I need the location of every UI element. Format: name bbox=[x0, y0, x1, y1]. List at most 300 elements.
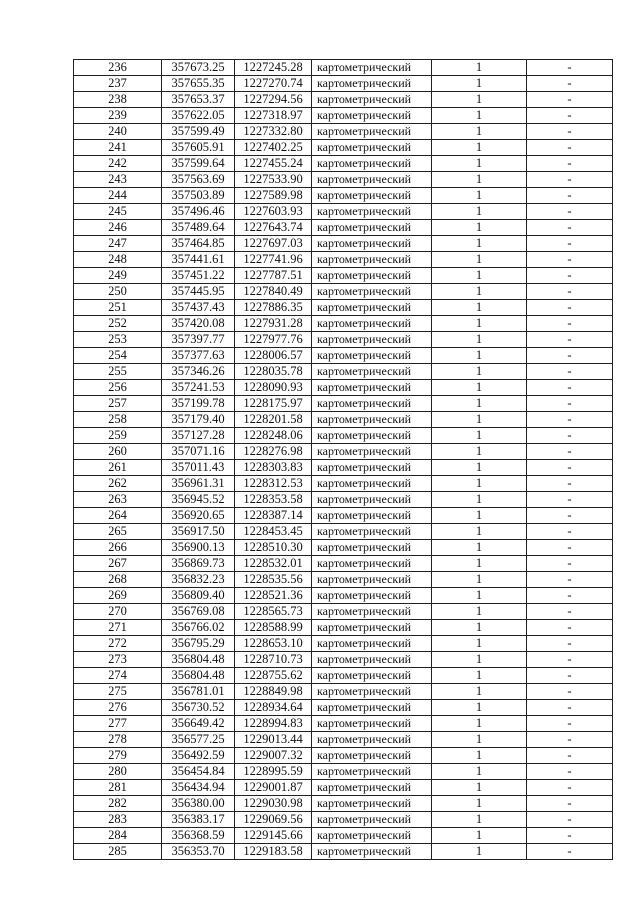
accuracy-value-cell: 1 bbox=[432, 796, 527, 812]
y-coordinate-cell: 1228276.98 bbox=[235, 444, 312, 460]
method-cell: картометрический bbox=[312, 284, 432, 300]
accuracy-value-cell: 1 bbox=[432, 828, 527, 844]
x-coordinate-cell: 357503.89 bbox=[162, 188, 235, 204]
y-coordinate-cell: 1228653.10 bbox=[235, 636, 312, 652]
note-cell: - bbox=[527, 460, 613, 476]
note-cell: - bbox=[527, 172, 613, 188]
point-number-cell: 256 bbox=[74, 380, 162, 396]
table-row bbox=[74, 252, 613, 268]
y-coordinate-cell: 1228565.73 bbox=[235, 604, 312, 620]
table-row bbox=[74, 108, 613, 124]
method-cell: картометрический bbox=[312, 812, 432, 828]
point-number-cell: 258 bbox=[74, 412, 162, 428]
note-cell: - bbox=[527, 540, 613, 556]
x-coordinate-cell: 357397.77 bbox=[162, 332, 235, 348]
table-row bbox=[74, 652, 613, 668]
accuracy-value-cell: 1 bbox=[432, 700, 527, 716]
y-coordinate-cell: 1227318.97 bbox=[235, 108, 312, 124]
accuracy-value-cell: 1 bbox=[432, 236, 527, 252]
accuracy-value-cell: 1 bbox=[432, 460, 527, 476]
point-number-cell: 247 bbox=[74, 236, 162, 252]
x-coordinate-cell: 357489.64 bbox=[162, 220, 235, 236]
note-cell: - bbox=[527, 220, 613, 236]
point-number-cell: 285 bbox=[74, 844, 162, 860]
table-row bbox=[74, 460, 613, 476]
note-cell: - bbox=[527, 76, 613, 92]
table-row bbox=[74, 604, 613, 620]
x-coordinate-cell: 357437.43 bbox=[162, 300, 235, 316]
table-row bbox=[74, 636, 613, 652]
point-number-cell: 257 bbox=[74, 396, 162, 412]
x-coordinate-cell: 356380.00 bbox=[162, 796, 235, 812]
x-coordinate-cell: 356869.73 bbox=[162, 556, 235, 572]
method-cell: картометрический bbox=[312, 316, 432, 332]
note-cell: - bbox=[527, 604, 613, 620]
point-number-cell: 242 bbox=[74, 156, 162, 172]
accuracy-value-cell: 1 bbox=[432, 812, 527, 828]
x-coordinate-cell: 356917.50 bbox=[162, 524, 235, 540]
table-row bbox=[74, 748, 613, 764]
x-coordinate-cell: 356945.52 bbox=[162, 492, 235, 508]
note-cell: - bbox=[527, 188, 613, 204]
x-coordinate-cell: 356383.17 bbox=[162, 812, 235, 828]
note-cell: - bbox=[527, 396, 613, 412]
y-coordinate-cell: 1228934.64 bbox=[235, 700, 312, 716]
note-cell: - bbox=[527, 716, 613, 732]
table-row bbox=[74, 428, 613, 444]
note-cell: - bbox=[527, 652, 613, 668]
point-number-cell: 272 bbox=[74, 636, 162, 652]
accuracy-value-cell: 1 bbox=[432, 60, 527, 76]
method-cell: картометрический bbox=[312, 684, 432, 700]
point-number-cell: 255 bbox=[74, 364, 162, 380]
point-number-cell: 280 bbox=[74, 764, 162, 780]
x-coordinate-cell: 356649.42 bbox=[162, 716, 235, 732]
y-coordinate-cell: 1227840.49 bbox=[235, 284, 312, 300]
note-cell: - bbox=[527, 764, 613, 780]
method-cell: картометрический bbox=[312, 668, 432, 684]
point-number-cell: 262 bbox=[74, 476, 162, 492]
note-cell: - bbox=[527, 796, 613, 812]
table-row bbox=[74, 700, 613, 716]
accuracy-value-cell: 1 bbox=[432, 524, 527, 540]
x-coordinate-cell: 357420.08 bbox=[162, 316, 235, 332]
y-coordinate-cell: 1228994.83 bbox=[235, 716, 312, 732]
table-row bbox=[74, 380, 613, 396]
note-cell: - bbox=[527, 348, 613, 364]
method-cell: картометрический bbox=[312, 716, 432, 732]
y-coordinate-cell: 1227643.74 bbox=[235, 220, 312, 236]
table-row bbox=[74, 556, 613, 572]
x-coordinate-cell: 356577.25 bbox=[162, 732, 235, 748]
x-coordinate-cell: 357179.40 bbox=[162, 412, 235, 428]
x-coordinate-cell: 357441.61 bbox=[162, 252, 235, 268]
note-cell: - bbox=[527, 476, 613, 492]
y-coordinate-cell: 1229183.58 bbox=[235, 844, 312, 860]
point-number-cell: 283 bbox=[74, 812, 162, 828]
accuracy-value-cell: 1 bbox=[432, 732, 527, 748]
y-coordinate-cell: 1228755.62 bbox=[235, 668, 312, 684]
point-number-cell: 269 bbox=[74, 588, 162, 604]
table-row bbox=[74, 236, 613, 252]
x-coordinate-cell: 356900.13 bbox=[162, 540, 235, 556]
table-row bbox=[74, 220, 613, 236]
x-coordinate-cell: 357622.05 bbox=[162, 108, 235, 124]
method-cell: картометрический bbox=[312, 156, 432, 172]
x-coordinate-cell: 356454.84 bbox=[162, 764, 235, 780]
method-cell: картометрический bbox=[312, 188, 432, 204]
accuracy-value-cell: 1 bbox=[432, 620, 527, 636]
point-number-cell: 271 bbox=[74, 620, 162, 636]
x-coordinate-cell: 356353.70 bbox=[162, 844, 235, 860]
accuracy-value-cell: 1 bbox=[432, 748, 527, 764]
accuracy-value-cell: 1 bbox=[432, 172, 527, 188]
y-coordinate-cell: 1228535.56 bbox=[235, 572, 312, 588]
accuracy-value-cell: 1 bbox=[432, 572, 527, 588]
method-cell: картометрический bbox=[312, 652, 432, 668]
table-row bbox=[74, 508, 613, 524]
note-cell: - bbox=[527, 748, 613, 764]
y-coordinate-cell: 1227589.98 bbox=[235, 188, 312, 204]
table-row bbox=[74, 796, 613, 812]
note-cell: - bbox=[527, 556, 613, 572]
y-coordinate-cell: 1227931.28 bbox=[235, 316, 312, 332]
point-number-cell: 266 bbox=[74, 540, 162, 556]
point-number-cell: 240 bbox=[74, 124, 162, 140]
table-row bbox=[74, 316, 613, 332]
y-coordinate-cell: 1228090.93 bbox=[235, 380, 312, 396]
y-coordinate-cell: 1227886.35 bbox=[235, 300, 312, 316]
table-row bbox=[74, 844, 613, 860]
y-coordinate-cell: 1227455.24 bbox=[235, 156, 312, 172]
note-cell: - bbox=[527, 364, 613, 380]
point-number-cell: 265 bbox=[74, 524, 162, 540]
y-coordinate-cell: 1227977.76 bbox=[235, 332, 312, 348]
accuracy-value-cell: 1 bbox=[432, 348, 527, 364]
method-cell: картометрический bbox=[312, 76, 432, 92]
x-coordinate-cell: 356492.59 bbox=[162, 748, 235, 764]
method-cell: картометрический bbox=[312, 252, 432, 268]
accuracy-value-cell: 1 bbox=[432, 428, 527, 444]
y-coordinate-cell: 1228521.36 bbox=[235, 588, 312, 604]
method-cell: картометрический bbox=[312, 172, 432, 188]
y-coordinate-cell: 1229013.44 bbox=[235, 732, 312, 748]
point-number-cell: 252 bbox=[74, 316, 162, 332]
table-row bbox=[74, 188, 613, 204]
x-coordinate-cell: 357199.78 bbox=[162, 396, 235, 412]
x-coordinate-cell: 357011.43 bbox=[162, 460, 235, 476]
method-cell: картометрический bbox=[312, 428, 432, 444]
table-row bbox=[74, 668, 613, 684]
note-cell: - bbox=[527, 812, 613, 828]
point-number-cell: 278 bbox=[74, 732, 162, 748]
method-cell: картометрический bbox=[312, 444, 432, 460]
accuracy-value-cell: 1 bbox=[432, 124, 527, 140]
method-cell: картометрический bbox=[312, 396, 432, 412]
method-cell: картометрический bbox=[312, 764, 432, 780]
note-cell: - bbox=[527, 156, 613, 172]
accuracy-value-cell: 1 bbox=[432, 508, 527, 524]
table-row bbox=[74, 588, 613, 604]
method-cell: картометрический bbox=[312, 588, 432, 604]
point-number-cell: 243 bbox=[74, 172, 162, 188]
accuracy-value-cell: 1 bbox=[432, 268, 527, 284]
table-row bbox=[74, 780, 613, 796]
point-number-cell: 260 bbox=[74, 444, 162, 460]
x-coordinate-cell: 357599.49 bbox=[162, 124, 235, 140]
y-coordinate-cell: 1227270.74 bbox=[235, 76, 312, 92]
accuracy-value-cell: 1 bbox=[432, 316, 527, 332]
point-number-cell: 237 bbox=[74, 76, 162, 92]
accuracy-value-cell: 1 bbox=[432, 140, 527, 156]
x-coordinate-cell: 357599.64 bbox=[162, 156, 235, 172]
x-coordinate-cell: 357451.22 bbox=[162, 268, 235, 284]
x-coordinate-cell: 356769.08 bbox=[162, 604, 235, 620]
table-row bbox=[74, 268, 613, 284]
note-cell: - bbox=[527, 508, 613, 524]
accuracy-value-cell: 1 bbox=[432, 604, 527, 620]
method-cell: картометрический bbox=[312, 236, 432, 252]
method-cell: картометрический bbox=[312, 508, 432, 524]
y-coordinate-cell: 1229030.98 bbox=[235, 796, 312, 812]
accuracy-value-cell: 1 bbox=[432, 380, 527, 396]
table-row bbox=[74, 204, 613, 220]
point-number-cell: 279 bbox=[74, 748, 162, 764]
x-coordinate-cell: 356434.94 bbox=[162, 780, 235, 796]
method-cell: картометрический bbox=[312, 540, 432, 556]
accuracy-value-cell: 1 bbox=[432, 188, 527, 204]
method-cell: картометрический bbox=[312, 60, 432, 76]
note-cell: - bbox=[527, 524, 613, 540]
x-coordinate-cell: 357346.26 bbox=[162, 364, 235, 380]
method-cell: картометрический bbox=[312, 476, 432, 492]
method-cell: картометрический bbox=[312, 300, 432, 316]
table-row bbox=[74, 76, 613, 92]
point-number-cell: 241 bbox=[74, 140, 162, 156]
point-number-cell: 246 bbox=[74, 220, 162, 236]
note-cell: - bbox=[527, 252, 613, 268]
point-number-cell: 274 bbox=[74, 668, 162, 684]
accuracy-value-cell: 1 bbox=[432, 764, 527, 780]
accuracy-value-cell: 1 bbox=[432, 540, 527, 556]
method-cell: картометрический bbox=[312, 780, 432, 796]
note-cell: - bbox=[527, 700, 613, 716]
table-row bbox=[74, 732, 613, 748]
method-cell: картометрический bbox=[312, 332, 432, 348]
note-cell: - bbox=[527, 284, 613, 300]
y-coordinate-cell: 1227402.25 bbox=[235, 140, 312, 156]
method-cell: картометрический bbox=[312, 620, 432, 636]
method-cell: картометрический bbox=[312, 92, 432, 108]
accuracy-value-cell: 1 bbox=[432, 396, 527, 412]
note-cell: - bbox=[527, 316, 613, 332]
y-coordinate-cell: 1228248.06 bbox=[235, 428, 312, 444]
method-cell: картометрический bbox=[312, 572, 432, 588]
note-cell: - bbox=[527, 380, 613, 396]
note-cell: - bbox=[527, 268, 613, 284]
accuracy-value-cell: 1 bbox=[432, 668, 527, 684]
y-coordinate-cell: 1227603.93 bbox=[235, 204, 312, 220]
method-cell: картометрический bbox=[312, 700, 432, 716]
table-row bbox=[74, 716, 613, 732]
note-cell: - bbox=[527, 492, 613, 508]
method-cell: картометрический bbox=[312, 636, 432, 652]
note-cell: - bbox=[527, 300, 613, 316]
coordinates-table-body bbox=[74, 60, 613, 860]
point-number-cell: 277 bbox=[74, 716, 162, 732]
table-row bbox=[74, 412, 613, 428]
point-number-cell: 276 bbox=[74, 700, 162, 716]
method-cell: картометрический bbox=[312, 828, 432, 844]
y-coordinate-cell: 1227533.90 bbox=[235, 172, 312, 188]
accuracy-value-cell: 1 bbox=[432, 252, 527, 268]
note-cell: - bbox=[527, 732, 613, 748]
x-coordinate-cell: 357653.37 bbox=[162, 92, 235, 108]
y-coordinate-cell: 1228849.98 bbox=[235, 684, 312, 700]
method-cell: картометрический bbox=[312, 220, 432, 236]
table-row bbox=[74, 492, 613, 508]
point-number-cell: 261 bbox=[74, 460, 162, 476]
accuracy-value-cell: 1 bbox=[432, 844, 527, 860]
y-coordinate-cell: 1228006.57 bbox=[235, 348, 312, 364]
table-row bbox=[74, 364, 613, 380]
y-coordinate-cell: 1227741.96 bbox=[235, 252, 312, 268]
point-number-cell: 244 bbox=[74, 188, 162, 204]
method-cell: картометрический bbox=[312, 556, 432, 572]
accuracy-value-cell: 1 bbox=[432, 444, 527, 460]
note-cell: - bbox=[527, 140, 613, 156]
y-coordinate-cell: 1228303.83 bbox=[235, 460, 312, 476]
point-number-cell: 284 bbox=[74, 828, 162, 844]
point-number-cell: 249 bbox=[74, 268, 162, 284]
note-cell: - bbox=[527, 444, 613, 460]
point-number-cell: 259 bbox=[74, 428, 162, 444]
accuracy-value-cell: 1 bbox=[432, 92, 527, 108]
table-row bbox=[74, 124, 613, 140]
note-cell: - bbox=[527, 620, 613, 636]
accuracy-value-cell: 1 bbox=[432, 332, 527, 348]
table-row bbox=[74, 332, 613, 348]
accuracy-value-cell: 1 bbox=[432, 588, 527, 604]
accuracy-value-cell: 1 bbox=[432, 716, 527, 732]
accuracy-value-cell: 1 bbox=[432, 412, 527, 428]
x-coordinate-cell: 357071.16 bbox=[162, 444, 235, 460]
x-coordinate-cell: 357445.95 bbox=[162, 284, 235, 300]
note-cell: - bbox=[527, 92, 613, 108]
point-number-cell: 239 bbox=[74, 108, 162, 124]
note-cell: - bbox=[527, 428, 613, 444]
method-cell: картометрический bbox=[312, 364, 432, 380]
x-coordinate-cell: 357377.63 bbox=[162, 348, 235, 364]
accuracy-value-cell: 1 bbox=[432, 492, 527, 508]
x-coordinate-cell: 356766.02 bbox=[162, 620, 235, 636]
note-cell: - bbox=[527, 332, 613, 348]
note-cell: - bbox=[527, 780, 613, 796]
x-coordinate-cell: 357241.53 bbox=[162, 380, 235, 396]
accuracy-value-cell: 1 bbox=[432, 684, 527, 700]
y-coordinate-cell: 1228387.14 bbox=[235, 508, 312, 524]
point-number-cell: 268 bbox=[74, 572, 162, 588]
note-cell: - bbox=[527, 588, 613, 604]
x-coordinate-cell: 357673.25 bbox=[162, 60, 235, 76]
x-coordinate-cell: 356804.48 bbox=[162, 668, 235, 684]
point-number-cell: 281 bbox=[74, 780, 162, 796]
y-coordinate-cell: 1228201.58 bbox=[235, 412, 312, 428]
x-coordinate-cell: 357127.28 bbox=[162, 428, 235, 444]
y-coordinate-cell: 1228510.30 bbox=[235, 540, 312, 556]
y-coordinate-cell: 1228588.99 bbox=[235, 620, 312, 636]
y-coordinate-cell: 1228453.45 bbox=[235, 524, 312, 540]
method-cell: картометрический bbox=[312, 604, 432, 620]
method-cell: картометрический bbox=[312, 412, 432, 428]
note-cell: - bbox=[527, 844, 613, 860]
accuracy-value-cell: 1 bbox=[432, 556, 527, 572]
accuracy-value-cell: 1 bbox=[432, 204, 527, 220]
x-coordinate-cell: 357605.91 bbox=[162, 140, 235, 156]
coordinates-table bbox=[73, 59, 613, 860]
method-cell: картометрический bbox=[312, 748, 432, 764]
point-number-cell: 275 bbox=[74, 684, 162, 700]
x-coordinate-cell: 356804.48 bbox=[162, 652, 235, 668]
x-coordinate-cell: 356832.23 bbox=[162, 572, 235, 588]
table-row bbox=[74, 60, 613, 76]
point-number-cell: 273 bbox=[74, 652, 162, 668]
table-row bbox=[74, 140, 613, 156]
method-cell: картометрический bbox=[312, 268, 432, 284]
accuracy-value-cell: 1 bbox=[432, 476, 527, 492]
y-coordinate-cell: 1228995.59 bbox=[235, 764, 312, 780]
note-cell: - bbox=[527, 684, 613, 700]
table-row bbox=[74, 396, 613, 412]
method-cell: картометрический bbox=[312, 732, 432, 748]
point-number-cell: 263 bbox=[74, 492, 162, 508]
accuracy-value-cell: 1 bbox=[432, 364, 527, 380]
point-number-cell: 248 bbox=[74, 252, 162, 268]
table-row bbox=[74, 284, 613, 300]
note-cell: - bbox=[527, 60, 613, 76]
x-coordinate-cell: 356961.31 bbox=[162, 476, 235, 492]
accuracy-value-cell: 1 bbox=[432, 652, 527, 668]
point-number-cell: 250 bbox=[74, 284, 162, 300]
point-number-cell: 267 bbox=[74, 556, 162, 572]
point-number-cell: 238 bbox=[74, 92, 162, 108]
accuracy-value-cell: 1 bbox=[432, 300, 527, 316]
method-cell: картометрический bbox=[312, 124, 432, 140]
note-cell: - bbox=[527, 572, 613, 588]
y-coordinate-cell: 1227294.56 bbox=[235, 92, 312, 108]
x-coordinate-cell: 356730.52 bbox=[162, 700, 235, 716]
x-coordinate-cell: 357563.69 bbox=[162, 172, 235, 188]
note-cell: - bbox=[527, 124, 613, 140]
y-coordinate-cell: 1227332.80 bbox=[235, 124, 312, 140]
note-cell: - bbox=[527, 636, 613, 652]
y-coordinate-cell: 1227245.28 bbox=[235, 60, 312, 76]
note-cell: - bbox=[527, 412, 613, 428]
point-number-cell: 270 bbox=[74, 604, 162, 620]
y-coordinate-cell: 1227697.03 bbox=[235, 236, 312, 252]
method-cell: картометрический bbox=[312, 524, 432, 540]
table-row bbox=[74, 572, 613, 588]
point-number-cell: 245 bbox=[74, 204, 162, 220]
accuracy-value-cell: 1 bbox=[432, 780, 527, 796]
point-number-cell: 253 bbox=[74, 332, 162, 348]
point-number-cell: 251 bbox=[74, 300, 162, 316]
accuracy-value-cell: 1 bbox=[432, 220, 527, 236]
y-coordinate-cell: 1228532.01 bbox=[235, 556, 312, 572]
x-coordinate-cell: 357655.35 bbox=[162, 76, 235, 92]
note-cell: - bbox=[527, 828, 613, 844]
table-row bbox=[74, 764, 613, 780]
